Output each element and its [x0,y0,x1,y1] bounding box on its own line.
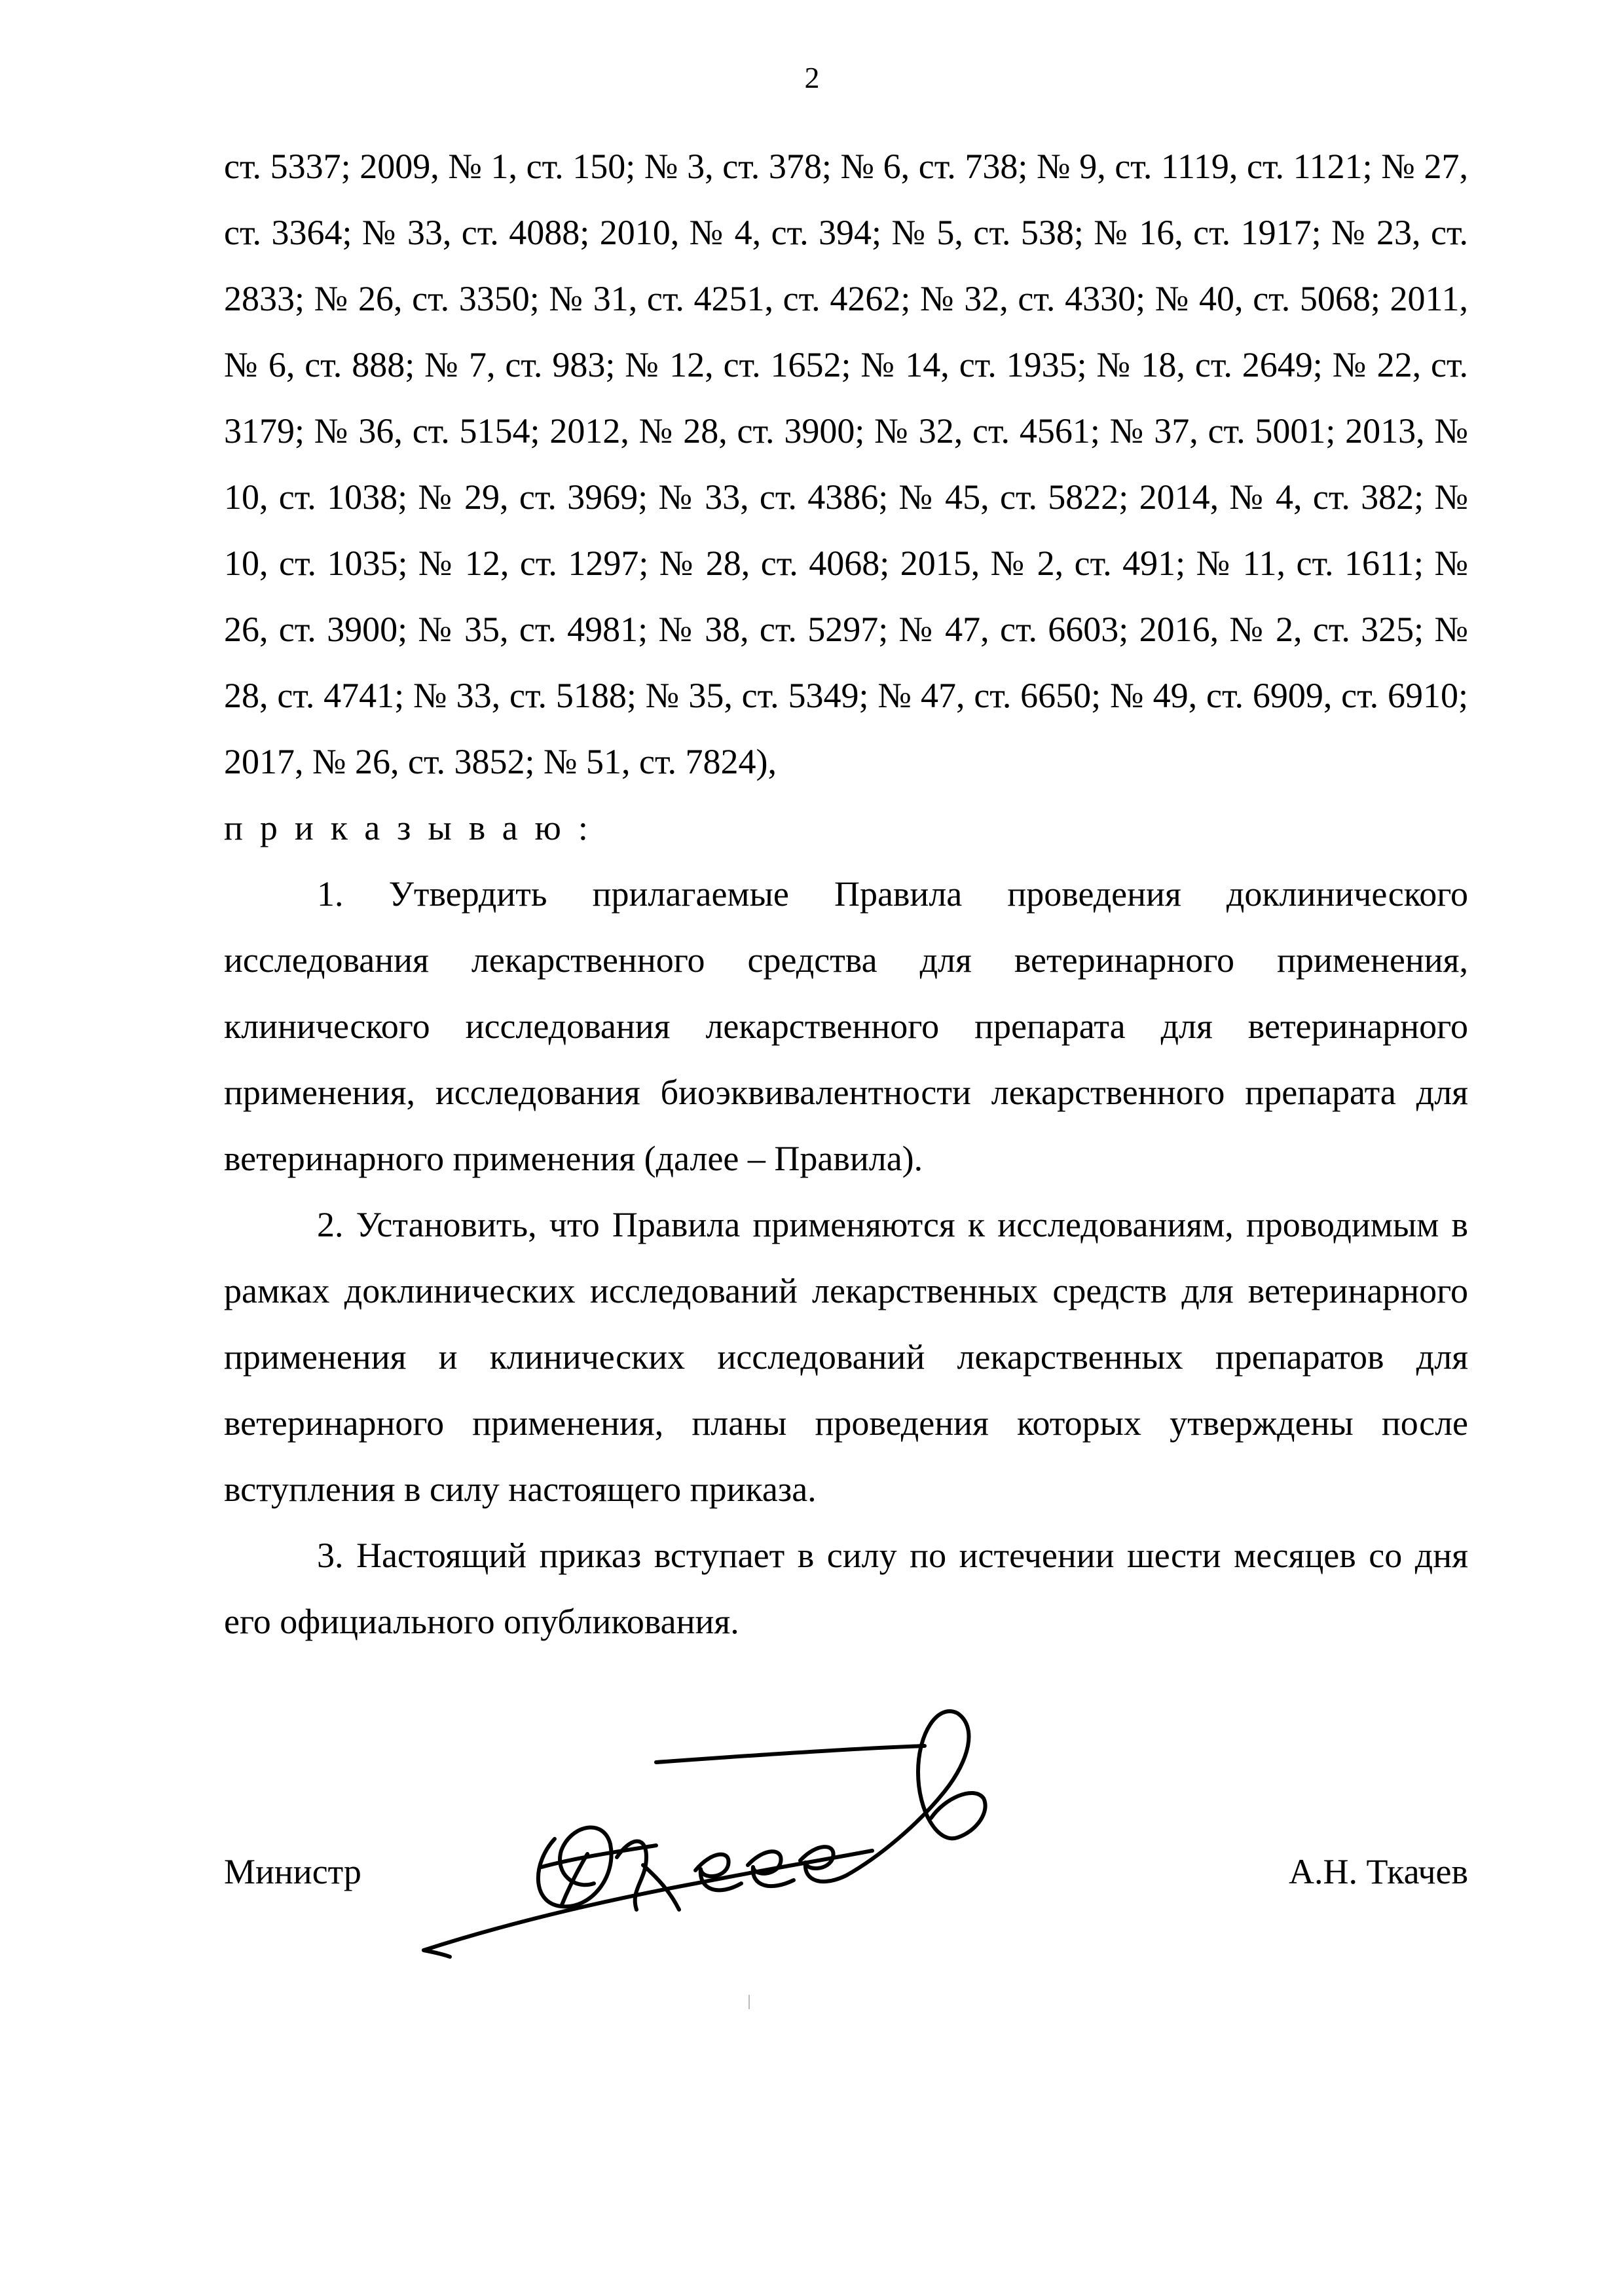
paragraph-2: 2. Установить, что Правила применяются к исследованиям, проводимым в рамках доклинических исследований лекарственных средств для ветеринарного применения и клинических исследований лекарственных препаратов для ветеринарного применения, планы проведения которых утверждены после вступления в силу настоящего приказа. [224,1205,1468,1509]
scan-mark [748,1995,750,2009]
document-body [224,134,1468,1655]
handwritten-signature [420,1694,1246,1982]
signatory-name: А.Н. Ткачев [1289,1852,1468,1891]
paragraph-3: 3. Настоящий приказ вступает в силу по истечении шести месяцев со дня его официального опубликования. [224,1536,1468,1641]
legislation-references: ст. 5337; 2009, № 1, ст. 150; № 3, ст. 378; № 6, ст. 738; № 9, ст. 1119, ст. 1121; № 27, ст. 3364; № 33, ст. 4088; 2010, № 4, ст. 394; № 5, ст. 538; № 16, ст. 1917; № 23, ст. 2833; № 26, ст. 3350; № 31, ст. 4251, ст. 4262; № 32, ст. 4330; № 40, ст. 5068; 2011, № 6, ст. 888; № 7, ст. 983; № 12, ст. 1652; № 14, ст. 1935; № 18, ст. 2649; № 22, ст. 3179; № 36, ст. 5154; 2012, № 28, ст. 3900; № 32, ст. 4561; № 37, ст. 5001; 2013, № 10, ст. 1038; № 29, ст. 3969; № 33, ст. 4386; № 45, ст. 5822; 2014, № 4, ст. 382; № 10, ст. 1035; № 12, ст. 1297; № 28, ст. 4068; 2015, № 2, ст. 491; № 11, ст. 1611; № 26, ст. 3900; № 35, ст. 4981; № 38, ст. 5297; № 47, ст. 6603; 2016, № 2, ст. 325; № 28, ст. 4741; № 33, ст. 5188; № 35, ст. 5349; № 47, ст. 6650; № 49, ст. 6909, ст. 6910; 2017, № 26, ст. 3852; № 51, ст. 7824), [224,147,1468,781]
order-word: приказываю: [224,808,605,847]
signatory-title: Министр [224,1852,361,1891]
signature-block [224,1694,1468,1982]
page-number: 2 [804,61,820,94]
paragraph-1: 1. Утвердить прилагаемые Правила проведения доклинического исследования лекарственного средства для ветеринарного применения, клинического исследования лекарственного препарата для ветеринарного применения, исследования биоэквивалентности лекарственного препарата для ветеринарного применения (далее – Правила). [224,874,1468,1178]
